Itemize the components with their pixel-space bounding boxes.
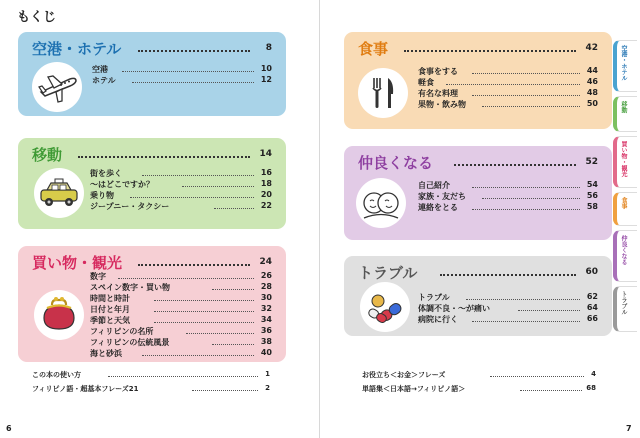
section-making-friends[interactable] (344, 146, 612, 240)
section-airport-hotel[interactable] (18, 32, 286, 116)
item-page: 62 (586, 292, 598, 301)
section-title[interactable]: 空港・ホテル (32, 40, 122, 58)
title-leader (454, 164, 576, 166)
item-page: 64 (586, 303, 598, 312)
item-label: 病院に行く (418, 315, 458, 324)
footer-link[interactable] (32, 370, 270, 380)
item-page: 10 (260, 64, 272, 73)
section-page: 60 (585, 267, 598, 277)
pills-icon (360, 282, 410, 332)
footer-label: 単語集＜日本語→フィリピノ語＞ (362, 385, 466, 393)
section-item[interactable] (418, 88, 598, 99)
item-label: スペイン数字・買い物 (90, 283, 170, 292)
tab-label: 買い物・観光 (620, 141, 627, 177)
item-label: 乗り物 (90, 191, 114, 200)
item-label: 自己紹介 (418, 181, 450, 190)
tab-trouble[interactable] (613, 286, 637, 332)
section-item[interactable] (90, 271, 272, 282)
airplane-icon (32, 62, 82, 112)
taxi-icon (34, 168, 84, 218)
tab-label: 移動 (620, 101, 627, 113)
item-label: 体調不良・〜が痛い (418, 304, 490, 313)
section-item[interactable] (418, 77, 598, 88)
item-label: 街を歩く (90, 169, 122, 178)
section-item[interactable] (90, 293, 272, 304)
footer-page: 1 (265, 370, 270, 378)
item-label: 食事をする (418, 67, 458, 76)
item-page: 26 (260, 271, 272, 280)
footer-link[interactable] (32, 384, 270, 394)
item-page: 18 (260, 179, 272, 188)
item-label: 空港 (92, 65, 108, 74)
item-label: 家族・友だち (418, 192, 466, 201)
section-item[interactable] (90, 304, 272, 315)
tab-label: 食事 (620, 197, 627, 209)
section-item[interactable] (418, 303, 598, 314)
section-title[interactable]: 移動 (32, 146, 63, 164)
footer-page: 4 (591, 370, 596, 378)
fork-knife-icon (358, 68, 408, 118)
section-page: 8 (265, 43, 272, 53)
footer-label: フィリピノ語・超基本フレーズ21 (32, 385, 139, 393)
item-page: 66 (586, 314, 598, 323)
friends-icon (356, 178, 406, 228)
item-page: 34 (260, 315, 272, 324)
item-label: トラブル (418, 293, 450, 302)
item-page: 16 (260, 168, 272, 177)
item-page: 48 (586, 88, 598, 97)
section-transport[interactable] (18, 138, 286, 229)
section-item[interactable] (418, 202, 598, 213)
footer-label: お役立ち＜お金＞フレーズ (362, 371, 446, 379)
section-item[interactable] (90, 315, 272, 326)
section-page: 42 (585, 43, 598, 53)
item-label: 季節と天気 (90, 316, 130, 325)
section-shopping-sightseeing[interactable] (18, 246, 286, 362)
section-item[interactable] (90, 337, 272, 348)
section-page: 14 (259, 149, 272, 159)
section-item[interactable] (90, 168, 272, 179)
section-page: 24 (259, 257, 272, 267)
footer-page: 68 (586, 384, 596, 392)
item-page: 12 (260, 75, 272, 84)
tab-shopping-sightseeing[interactable] (613, 136, 637, 188)
footer-link[interactable] (362, 370, 596, 380)
item-label: 時間と時計 (90, 294, 130, 303)
item-page: 44 (586, 66, 598, 75)
item-page: 56 (586, 191, 598, 200)
section-item[interactable] (92, 64, 272, 75)
item-page: 40 (260, 348, 272, 357)
item-page: 30 (260, 293, 272, 302)
section-page: 52 (585, 157, 598, 167)
item-label: フィリピンの伝統風景 (90, 338, 170, 347)
item-page: 54 (586, 180, 598, 189)
item-label: 軽食 (418, 78, 434, 87)
item-page: 38 (260, 337, 272, 346)
tab-label: 空港・ホテル (620, 45, 627, 81)
title-leader (138, 50, 250, 52)
spine (319, 0, 320, 438)
item-label: 日付と年月 (90, 305, 130, 314)
section-title[interactable]: 仲良くなる (358, 154, 434, 172)
section-item[interactable] (418, 66, 598, 77)
title-leader (138, 264, 250, 266)
item-page: 28 (260, 282, 272, 291)
item-label: ジープニー・タクシー (90, 202, 170, 211)
tab-transport[interactable] (613, 96, 637, 132)
left-page-number: 6 (6, 424, 12, 433)
page-title: もくじ (17, 10, 57, 25)
item-label: ホテル (92, 76, 116, 85)
footer-page: 2 (265, 384, 270, 392)
section-title[interactable]: 買い物・観光 (32, 254, 123, 272)
item-page: 20 (260, 190, 272, 199)
tab-label: 仲良くなる (620, 235, 627, 265)
item-label: 海と砂浜 (90, 349, 122, 358)
section-item[interactable] (418, 180, 598, 191)
section-item[interactable] (418, 314, 598, 325)
footer-label: この本の使い方 (32, 371, 81, 379)
item-label: 数字 (90, 272, 106, 281)
section-item[interactable] (90, 348, 272, 359)
section-trouble[interactable] (344, 256, 612, 336)
section-item[interactable] (418, 99, 598, 110)
item-label: 果物・飲み物 (418, 100, 466, 109)
item-page: 22 (260, 201, 272, 210)
footer-link[interactable] (362, 384, 596, 394)
item-page: 58 (586, 202, 598, 211)
section-item[interactable] (90, 179, 272, 190)
tab-airport-hotel[interactable] (613, 40, 637, 92)
item-label: フィリピンの名所 (90, 327, 154, 336)
item-label: 〜はどこですか？ (90, 180, 154, 189)
item-label: 連絡をとる (418, 203, 458, 212)
item-page: 36 (260, 326, 272, 335)
section-item[interactable] (90, 326, 272, 337)
section-title[interactable]: 食事 (358, 40, 389, 58)
section-item[interactable] (418, 191, 598, 202)
tab-meals[interactable] (613, 192, 637, 226)
section-item[interactable] (90, 190, 272, 201)
title-leader (78, 156, 250, 158)
item-page: 50 (586, 99, 598, 108)
title-leader (404, 50, 576, 52)
tab-making-friends[interactable] (613, 230, 637, 282)
section-item[interactable] (90, 282, 272, 293)
section-item[interactable] (418, 292, 598, 303)
section-title[interactable]: トラブル (358, 264, 418, 282)
section-item[interactable] (90, 201, 272, 212)
right-page-number: 7 (626, 424, 632, 433)
tab-label: トラブル (620, 291, 627, 315)
item-page: 46 (586, 77, 598, 86)
purse-icon (34, 290, 84, 340)
item-label: 有名な料理 (418, 89, 458, 98)
item-page: 32 (260, 304, 272, 313)
section-meals[interactable] (344, 32, 612, 129)
section-item[interactable] (92, 75, 272, 86)
title-leader (440, 274, 576, 276)
